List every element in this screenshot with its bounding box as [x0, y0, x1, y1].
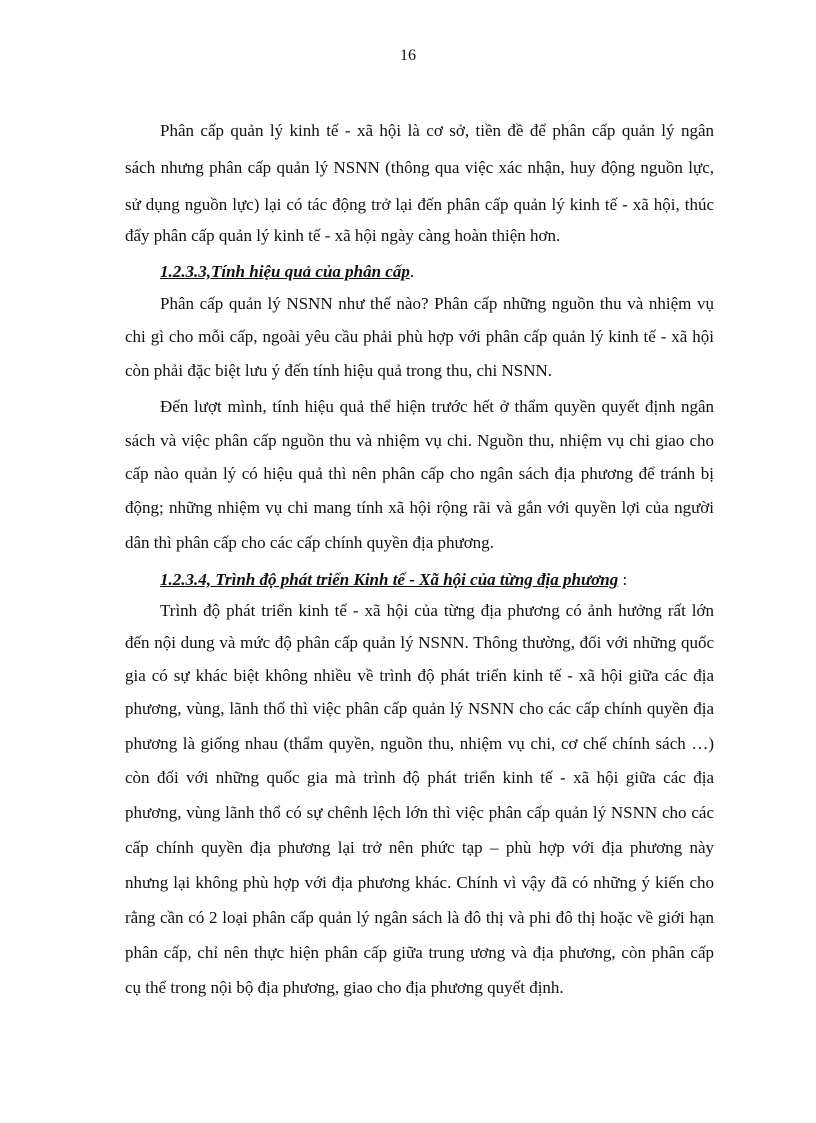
text-line: sách nhưng phân cấp quản lý NSNN (thông qua việc xác nhận, huy động nguồn lực, — [125, 158, 714, 177]
text-line: đẩy phân cấp quản lý kinh tế - xã hội ngày càng hoàn thiện hơn. — [125, 226, 561, 245]
text-line: Phân cấp quản lý kinh tế - xã hội là cơ sở, tiền đề để phân cấp quản lý ngân — [160, 121, 714, 140]
text-line: dân thì phân cấp cho các cấp chính quyền địa phương. — [125, 533, 494, 552]
text-line: chi gì cho mỗi cấp, ngoài yêu cầu phải phù hợp với phân cấp quản lý kinh tế - xã hội — [125, 327, 714, 346]
text-line: sách và việc phân cấp nguồn thu và nhiệm vụ chi. Nguồn thu, nhiệm vụ chi giao cho — [125, 431, 714, 450]
text-line: rằng cần có 2 loại phân cấp quản lý ngân sách là đô thị và phi đô thị hoặc về giới hạn — [125, 908, 714, 927]
text-line: phương, vùng, lãnh thổ thì việc phân cấp quản lý NSNN cho các cấp chính quyền địa — [125, 699, 714, 718]
text-line: gia có sự khác biệt không nhiều về trình độ phát triển kinh tế - xã hội giữa các địa — [125, 666, 714, 685]
section-heading-1.2.3.3 — [160, 262, 714, 282]
heading-suffix: . — [409, 262, 415, 281]
text-line: động; những nhiệm vụ chi mang tính xã hội rộng rãi và gắn với quyền lợi của người — [125, 498, 714, 517]
text-line: còn phải đặc biệt lưu ý đến tính hiệu quả trong thu, chi NSNN. — [125, 361, 553, 380]
text-line: cấp chính quyền địa phương lại trở nên phức tạp – phù hợp với địa phương này — [125, 838, 714, 857]
text-line: phương là giống nhau (thẩm quyền, nguồn thu, nhiệm vụ chi, cơ chế chính sách …) — [125, 734, 714, 753]
text-line: cụ thể trong nội bộ địa phương, giao cho địa phương quyết định. — [125, 978, 564, 997]
text-line: Đến lượt mình, tính hiệu quả thể hiện trước hết ở thẩm quyền quyết định ngân — [160, 397, 714, 416]
text-line: nhưng lại không phù hợp với địa phương khác. Chính vì vậy đã có những ý kiến cho — [125, 873, 714, 892]
text-line: Phân cấp quản lý NSNN như thế nào? Phân cấp những nguồn thu và nhiệm vụ — [160, 294, 714, 313]
text-line: còn đối với những quốc gia mà trình độ phát triển kinh tế - xã hội giữa các địa — [125, 768, 714, 787]
text-line: sử dụng nguồn lực) lại có tác động trở lại đến phân cấp quản lý kinh tế - xã hội, thúc — [125, 195, 714, 214]
heading-suffix: : — [618, 570, 628, 589]
text-line: Trình độ phát triển kinh tế - xã hội của từng địa phương có ảnh hưởng rất lớn — [160, 601, 714, 620]
page-number: 16 — [400, 47, 416, 64]
text-line: đến nội dung và mức độ phân cấp quản lý NSNN. Thông thường, đối với những quốc — [125, 633, 714, 652]
text-line: phương, vùng lãnh thổ có sự chênh lệch lớn thì việc phân cấp quản lý NSNN cho các — [125, 803, 714, 822]
text-line: phân cấp, chỉ nên thực hiện phân cấp giữa trung ương và địa phương, còn phân cấp — [125, 943, 714, 962]
text-line: cấp nào quản lý có hiệu quả thì nên phân cấp cho ngân sách địa phương để tránh bị — [125, 464, 714, 483]
section-heading-1.2.3.4 — [160, 570, 714, 590]
heading-text: 1.2.3.3,Tính hiệu quả của phân cấp — [160, 262, 410, 281]
heading-text: 1.2.3.4, Trình độ phát triển Kinh tế - Xã hội của từng địa phương — [160, 570, 619, 589]
